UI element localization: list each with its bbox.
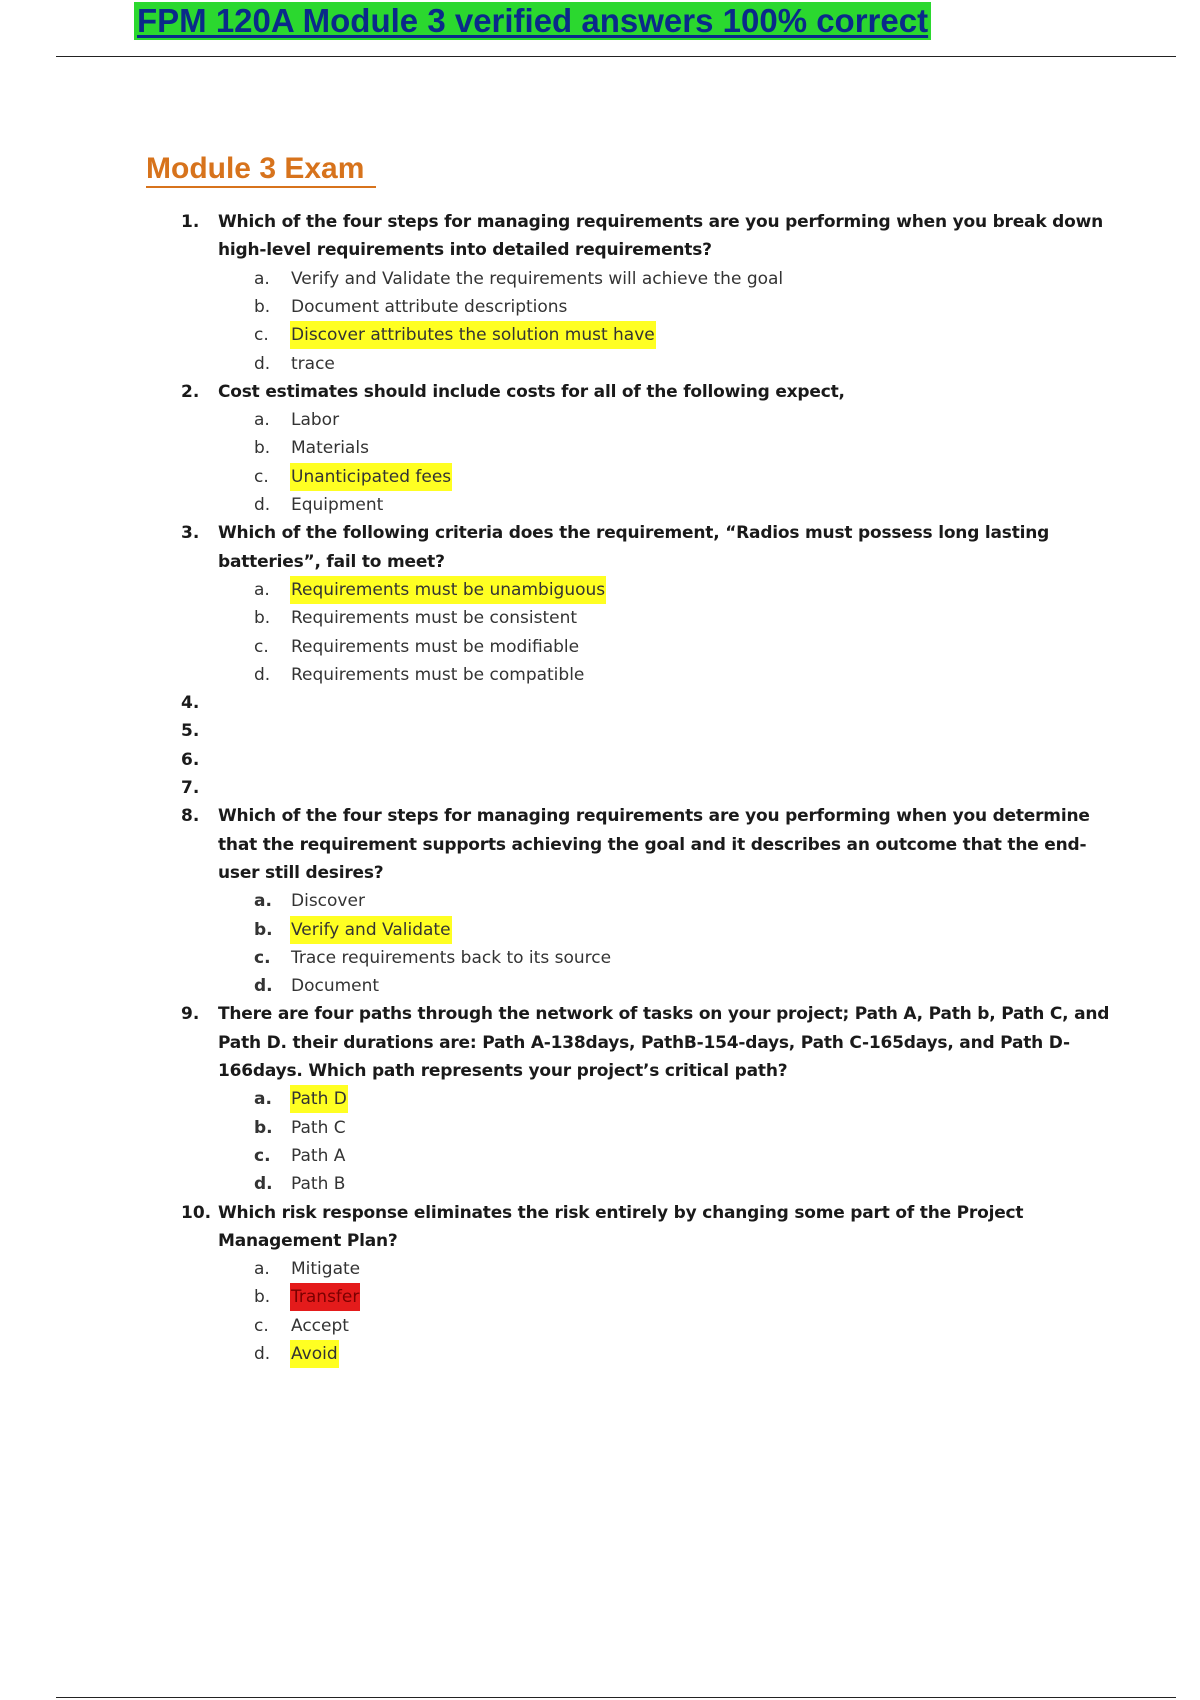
question-text: Management Plan? (218, 1230, 398, 1251)
question-text-continuation (0, 1029, 1200, 1057)
answer-option (0, 1312, 1200, 1340)
option-text: Discover (291, 891, 365, 912)
option-letter: d. (254, 1344, 271, 1364)
option-letter: c. (254, 325, 269, 346)
option-letter: d. (254, 664, 271, 685)
question-text: batteries”, fail to meet? (218, 551, 445, 572)
option-text-highlighted: Avoid (290, 1340, 339, 1368)
option-text-highlighted: Transfer (290, 1283, 360, 1311)
question-item (0, 746, 1200, 774)
answer-option (0, 350, 1200, 378)
option-text-highlighted: Discover attributes the solution must have (290, 321, 656, 349)
answer-option (0, 1283, 1200, 1311)
option-text: Labor (291, 410, 340, 431)
question-text-continuation (0, 1057, 1200, 1085)
answer-option (0, 887, 1200, 915)
option-letter: b. (254, 1117, 273, 1138)
question-text: that the requirement supports achieving the goal and it describes an outcome that the end- (218, 834, 1087, 855)
question-text: Cost estimates should include costs for all of the following expect, (218, 381, 845, 402)
option-text: Requirements must be compatible (291, 664, 585, 685)
question-item (0, 774, 1200, 802)
answer-option (0, 491, 1200, 519)
option-letter: b. (254, 438, 271, 459)
option-letter: c. (254, 636, 269, 657)
question-number: 5. (181, 721, 200, 742)
answer-option (0, 1114, 1200, 1142)
option-letter: c. (254, 947, 271, 968)
option-text: Equipment (291, 495, 384, 515)
footer-rule (56, 1697, 1176, 1698)
option-text: Accept (291, 1315, 349, 1336)
question-number: 7. (181, 778, 200, 798)
answer-option (0, 916, 1200, 944)
question-item (0, 378, 1200, 406)
question-number: 3. (181, 523, 200, 544)
question-text: Which of the four steps for managing requirements are you performing when you determine (218, 806, 1090, 827)
option-text: Path A (291, 1145, 346, 1166)
answer-option (0, 463, 1200, 491)
option-letter: a. (254, 1089, 272, 1110)
option-letter: d. (254, 353, 271, 374)
question-number: 8. (181, 806, 200, 827)
answer-option (0, 1142, 1200, 1170)
answer-option (0, 633, 1200, 661)
option-letter: c. (254, 466, 269, 487)
question-item (0, 717, 1200, 745)
option-text: Document attribute descriptions (291, 296, 568, 317)
option-text: Verify and Validate the requirements will achieve the goal (291, 268, 784, 289)
option-text: Path B (291, 1174, 346, 1195)
option-letter: b. (254, 1287, 271, 1308)
option-letter: b. (254, 919, 273, 940)
question-text-continuation (0, 1227, 1200, 1255)
header-rule (56, 56, 1176, 57)
question-text-continuation (0, 859, 1200, 887)
option-letter: b. (254, 608, 271, 629)
question-text: Path D. their durations are: Path A-138days, PathB-154-days, Path C-165days, and Path D- (218, 1032, 1070, 1053)
option-text: Requirements must be consistent (291, 608, 578, 629)
option-letter: a. (254, 1259, 270, 1280)
question-number: 6. (181, 749, 200, 770)
option-text-highlighted: Unanticipated fees (290, 463, 452, 491)
answer-option (0, 406, 1200, 434)
document-title: FPM 120A Module 3 verified answers 100% correct (134, 2, 931, 40)
answer-option (0, 321, 1200, 349)
question-number: 1. (181, 212, 200, 232)
option-letter: d. (254, 1174, 273, 1195)
question-text: user still desires? (218, 862, 384, 883)
question-item (0, 1199, 1200, 1227)
option-letter: a. (254, 891, 272, 912)
answer-option (0, 1085, 1200, 1113)
option-letter: d. (254, 495, 271, 515)
option-letter: a. (254, 579, 270, 600)
question-text: Which of the four steps for managing requirements are you performing when you break down (218, 212, 1104, 232)
question-item (0, 802, 1200, 830)
option-letter: a. (254, 410, 270, 431)
option-text: Materials (291, 438, 369, 459)
question-text: There are four paths through the network of tasks on your project; Path A, Path b, Path C, and (218, 1004, 1110, 1025)
option-text-highlighted: Path D (290, 1085, 348, 1113)
option-text: Path C (291, 1117, 346, 1138)
answer-option (0, 944, 1200, 972)
answer-option (0, 434, 1200, 462)
question-text-continuation (0, 236, 1200, 264)
option-text: Requirements must be modifiable (291, 636, 580, 657)
question-text: Which of the following criteria does the requirement, “Radios must possess long lasting (218, 523, 1050, 544)
option-text: trace (291, 353, 335, 374)
section-heading: Module 3 Exam (146, 152, 365, 185)
answer-option (0, 576, 1200, 604)
answer-option (0, 293, 1200, 321)
option-letter: a. (254, 268, 270, 289)
answer-option (0, 1170, 1200, 1198)
option-letter: c. (254, 1315, 269, 1336)
option-letter: b. (254, 296, 271, 317)
question-number: 9. (181, 1004, 200, 1025)
question-text-continuation (0, 831, 1200, 859)
option-letter: c. (254, 1145, 271, 1166)
question-item (0, 208, 1200, 236)
question-number: 4. (181, 693, 200, 714)
question-text: Which risk response eliminates the risk entirely by changing some part of the Project (218, 1202, 1024, 1223)
answer-option (0, 1340, 1200, 1368)
option-text: Mitigate (291, 1259, 361, 1280)
option-text-highlighted: Verify and Validate (290, 916, 452, 944)
question-text: high-level requirements into detailed requirements? (218, 240, 712, 261)
answer-option (0, 661, 1200, 689)
answer-option (0, 972, 1200, 1000)
answer-option (0, 1255, 1200, 1283)
question-item (0, 1000, 1200, 1028)
question-item (0, 519, 1200, 547)
question-number: 10. (181, 1202, 212, 1223)
option-text: Trace requirements back to its source (291, 947, 612, 968)
question-number: 2. (181, 381, 200, 402)
option-text-highlighted: Requirements must be unambiguous (290, 576, 606, 604)
section-heading-underline (146, 186, 376, 188)
answer-option (0, 604, 1200, 632)
option-text: Document (291, 976, 380, 997)
answer-option (0, 265, 1200, 293)
question-text: 166days. Which path represents your project’s critical path? (218, 1061, 788, 1081)
question-text-continuation (0, 548, 1200, 576)
option-letter: d. (254, 976, 273, 997)
question-item (0, 689, 1200, 717)
